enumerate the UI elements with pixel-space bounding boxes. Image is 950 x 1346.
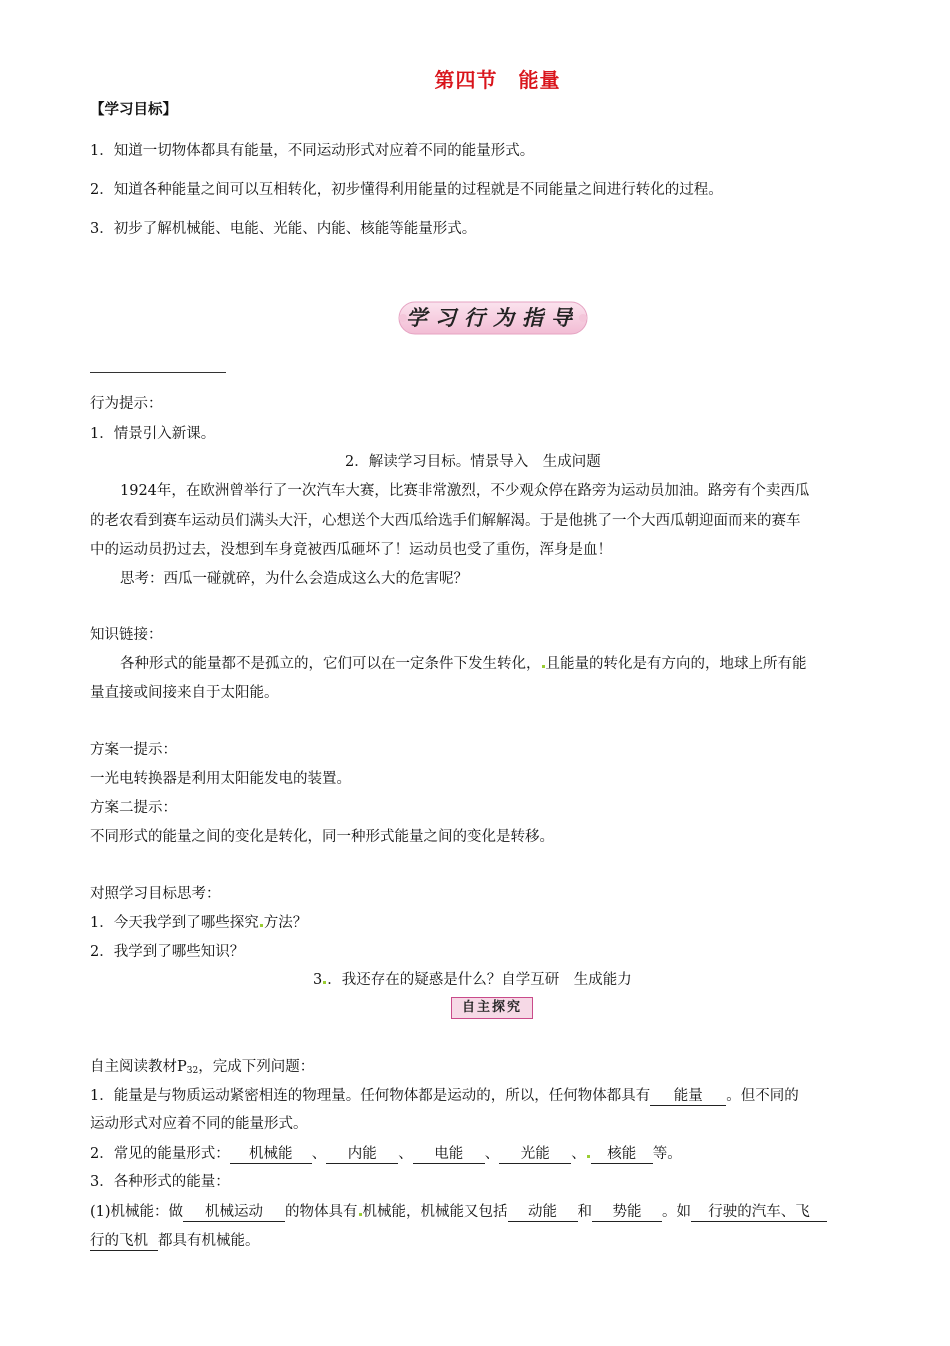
answer-blank: 机械运动 [183,1203,285,1222]
answer-blank: 行驶的汽车、飞 [691,1203,827,1222]
dot-mark [587,1155,590,1158]
objectives-heading: 【学习目标】 [90,101,177,118]
question-text: 2．常见的能量形式： [90,1146,230,1162]
reflect-question [313,970,632,990]
study-question-1 [90,1086,799,1106]
answer-blank: 机械能 [230,1145,312,1164]
separator: 、 [311,1146,327,1162]
reflect-question: 2．我学到了哪些知识？ [90,944,245,960]
dot-mark [260,924,263,927]
page-title: 第四节 能量 [434,68,561,92]
objective-item: 3．初步了解机械能、电能、光能、内能、核能等能量形式。 [90,221,477,237]
separator: 、 [398,1146,413,1162]
section-badge: 自主探究 [451,997,533,1019]
study-intro-text: 自主阅读教材P [90,1059,187,1075]
answer-blank: 核能 [591,1145,653,1164]
section-banner [393,298,593,338]
objective-item: 1．知道一切物体都具有能量，不同运动形式对应着不同的能量形式。 [90,143,535,159]
reflect-text-part: 1．今天我学到了哪些探究 [90,915,259,931]
knowledge-heading: 知识链接： [90,627,163,643]
reflect-question [90,913,307,933]
knowledge-text-part: 各种形式的能量都不是孤立的，它们可以在一定条件下发生转化， [120,656,541,672]
question-text: 。但不同的 [726,1088,799,1104]
study-question-1-cont: 运动形式对应着不同的能量形式。 [90,1116,308,1132]
answer-blank: 光能 [499,1145,571,1164]
answer-blank: 势能 [592,1203,662,1222]
plan-heading: 方案一提示： [90,742,177,758]
question-text: 机械能，机械能又包括 [362,1204,508,1220]
study-question-3-1 [90,1202,827,1222]
question-text: 1．能量是与物质运动紧密相连的物理量。任何物体都是运动的，所以，任何物体都具有 [90,1088,651,1104]
study-intro-text: ，完成下列问题： [198,1059,315,1075]
think-question: 思考：西瓜一碰就碎，为什么会造成这么大的危害呢？ [120,571,468,587]
page-subscript: 32 [186,1066,199,1076]
question-text: 都具有机械能。 [158,1233,260,1249]
reflect-text-part: ．我还存在的疑惑是什么？自学互研 生成能力 [327,972,632,988]
study-question-3: 3．各种形式的能量： [90,1174,230,1190]
behavior-step: 1．情景引入新课。 [90,426,216,442]
reflect-heading: 对照学习目标思考： [90,886,221,902]
dot-mark [359,1213,362,1216]
question-text: 和 [577,1204,593,1220]
answer-blank: 能量 [650,1087,726,1106]
answer-blank: 内能 [326,1145,398,1164]
banner-title: 学习行为指导 [406,306,580,330]
separator: 、 [484,1146,500,1162]
answer-blank: 行的飞机 [90,1232,158,1251]
dot-mark [542,665,545,668]
plan-heading: 方案二提示： [90,800,177,816]
dot-mark [323,981,326,984]
behavior-step: 2．解读学习目标。情景导入 生成问题 [345,454,601,470]
knowledge-text [120,654,807,674]
knowledge-text: 量直接或间接来自于太阳能。 [90,685,279,701]
question-text: (1)机械能：做 [90,1204,184,1220]
story-text: 中的运动员扔过去，没想到车身竟被西瓜砸坏了！运动员也受了重伤，浑身是血！ [90,542,612,558]
study-intro [90,1057,314,1081]
knowledge-text-part: 且能量的转化是有方向的，地球上所有能 [545,656,807,672]
study-question-3-1-cont [90,1231,260,1251]
behavior-heading: 行为提示： [90,396,163,412]
answer-blank: 电能 [413,1145,485,1164]
story-text: 1924年，在欧洲曾举行了一次汽车大赛，比赛非常激烈，不少观众停在路旁为运动员加油。路旁有个卖西瓜 [120,483,810,499]
study-question-2 [90,1144,682,1164]
answer-blank: 动能 [508,1203,578,1222]
reflect-text-part: 方法？ [263,915,308,931]
question-text: 等。 [652,1146,682,1162]
objective-item: 2．知道各种能量之间可以互相转化，初步懂得利用能量的过程就是不同能量之间进行转化的过程。 [90,182,723,198]
plan-text: 不同形式的能量之间的变化是转化，同一种形式能量之间的变化是转移。 [90,829,554,845]
reflect-text-part: 3 [313,972,323,988]
question-text: 。如 [662,1204,692,1220]
divider [90,372,226,373]
story-text: 的老农看到赛车运动员们满头大汗，心想送个大西瓜给选手们解解渴。于是他挑了一个大西瓜朝迎面而来的赛车 [90,513,801,529]
separator: 、 [571,1146,586,1162]
question-text: 的物体具有 [285,1204,358,1220]
plan-text: 一光电转换器是利用太阳能发电的装置。 [90,771,351,787]
